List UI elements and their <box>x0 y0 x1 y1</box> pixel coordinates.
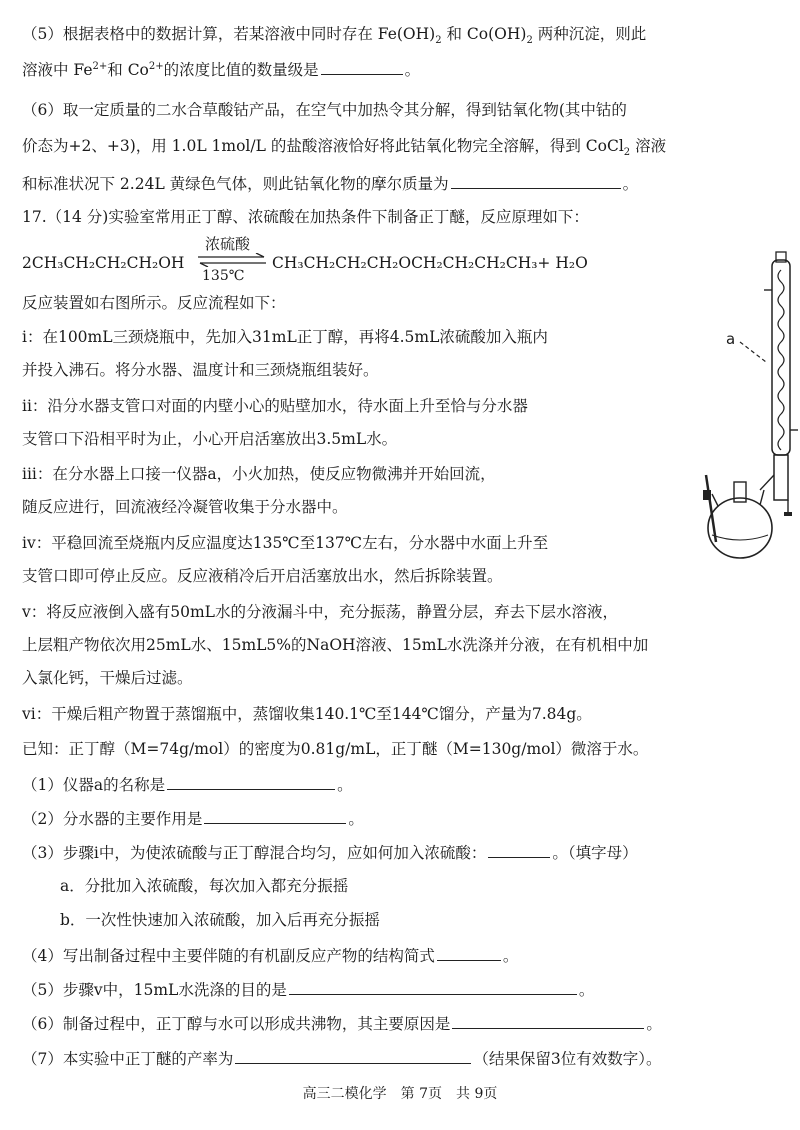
reaction-condition-top: 浓硫酸 <box>205 235 251 253</box>
page-footer: 高三二模化学 第 7页 共 9页 <box>302 1086 498 1102</box>
step-line: 支管口下沿相平时为止，小心开启活塞放出3.5mL水。 <box>22 430 398 448</box>
step-line: i：在100mL三颈烧瓶中，先加入31mL正丁醇，再将4.5mL浓硫酸加入瓶内 <box>22 328 548 346</box>
answer-blank-5[interactable] <box>289 976 577 995</box>
reflux-apparatus-icon <box>700 250 800 580</box>
question-3: （3）步骤i中，为使浓硫酸与正丁醇混合均匀，应如何加入浓硫酸： 。（填字母） <box>22 839 638 865</box>
apparatus-label-a: a <box>726 330 736 348</box>
step-line: v：将反应液倒入盛有50mL水的分液漏斗中，充分振荡，静置分层，弃去下层水溶液， <box>22 603 618 621</box>
step-line: 上层粗产物依次用25mL水、15mL5%的NaOH溶液、15mL水洗涤并分液，在有机相中加 <box>22 636 649 654</box>
question-7: （7）本实验中正丁醚的产率为 （结果保留3位有效数字）。 <box>22 1045 662 1071</box>
question-4: （4）写出制备过程中主要伴随的有机副反应产物的结构简式 。 <box>22 942 518 968</box>
step-line: iv：平稳回流至烧瓶内反应温度达135℃至137℃左右，分水器中水面上升至 <box>22 534 549 552</box>
reaction-condition-bottom: 135℃ <box>202 268 245 284</box>
question-6: （6）制备过程中，正丁醇与水可以形成共沸物，其主要原因是 。 <box>22 1010 662 1036</box>
q16-part5-line1: （5）根据表格中的数据计算，若某溶液中同时存在 $Fe(OH)_2$ 和 $Co(OH)_2$ 两种沉淀，则此 <box>22 25 647 47</box>
question-1: （1）仪器a的名称是 。 <box>22 771 353 797</box>
step-line: 支管口即可停止反应。反应液稍冷后开启活塞放出水，然后拆除装置。 <box>22 567 503 585</box>
question-5: （5）步骤v中，15mL水洗涤的目的是 。 <box>22 976 594 1002</box>
answer-blank-6[interactable] <box>452 1010 644 1029</box>
step-line: 并投入沸石。将分水器、温度计和三颈烧瓶组装好。 <box>22 361 379 379</box>
q16-part6-line3: 和标准状况下 2.24L 黄绿色气体，则此钴氧化物的摩尔质量为 。 <box>22 170 638 196</box>
answer-blank-4[interactable] <box>437 942 501 961</box>
answer-blank-1[interactable] <box>167 771 335 790</box>
reversible-arrow-icon <box>196 253 268 267</box>
step-line: iii：在分水器上口接一仪器a，小火加热，使反应物微沸并开始回流， <box>22 465 496 483</box>
q16-part6-line1: （6）取一定质量的二水合草酸钴产品，在空气中加热令其分解，得到钴氧化物(其中钴的 <box>22 101 627 119</box>
apparatus-intro: 反应装置如右图所示。反应流程如下： <box>22 294 286 312</box>
reaction-equation-left: 2CH₃CH₂CH₂CH₂OH <box>22 254 185 272</box>
step-line: 入氯化钙，干燥后过滤。 <box>22 669 193 687</box>
answer-blank-2[interactable] <box>204 805 346 824</box>
option-b: b．一次性快速加入浓硫酸，加入后再充分振摇 <box>60 911 380 929</box>
question-2: （2）分水器的主要作用是 。 <box>22 805 364 831</box>
q16-part5-line2: 溶液中 $Fe^{2+}$和 $Co^{2+}$的浓度比值的数量级是 。 <box>22 56 420 82</box>
q17-title: 17.（14 分)实验室常用正丁醇、浓硫酸在加热条件下制备正丁醚，反应原理如下： <box>22 208 589 226</box>
known-data: 已知：正丁醇（M=74g/mol）的密度为0.81g/mL，正丁醚（M=130g/mol）微溶于水。 <box>22 740 649 758</box>
step-line: ii：沿分水器支管口对面的内壁小心的贴壁加水，待水面上升至恰与分水器 <box>22 397 528 415</box>
step-line: vi：干燥后粗产物置于蒸馏瓶中，蒸馏收集140.1℃至144℃馏分，产量为7.84g。 <box>22 705 592 723</box>
answer-blank-16-5[interactable] <box>321 56 403 75</box>
answer-blank-7[interactable] <box>235 1045 471 1064</box>
reaction-equation-right: CH₃CH₂CH₂CH₂OCH₂CH₂CH₂CH₃+ H₂O <box>272 254 588 272</box>
q16-part6-line2: 价态为+2、+3)，用 1.0L 1mol/L 的盐酸溶液恰好将此钴氧化物完全溶解，得到 CoCl$_2$ 溶液 <box>22 137 667 159</box>
answer-blank-3[interactable] <box>488 839 550 858</box>
step-line: 随反应进行，回流液经冷凝管收集于分水器中。 <box>22 498 348 516</box>
option-a: a．分批加入浓硫酸，每次加入都充分振摇 <box>60 877 349 895</box>
answer-blank-16-6[interactable] <box>451 170 621 189</box>
